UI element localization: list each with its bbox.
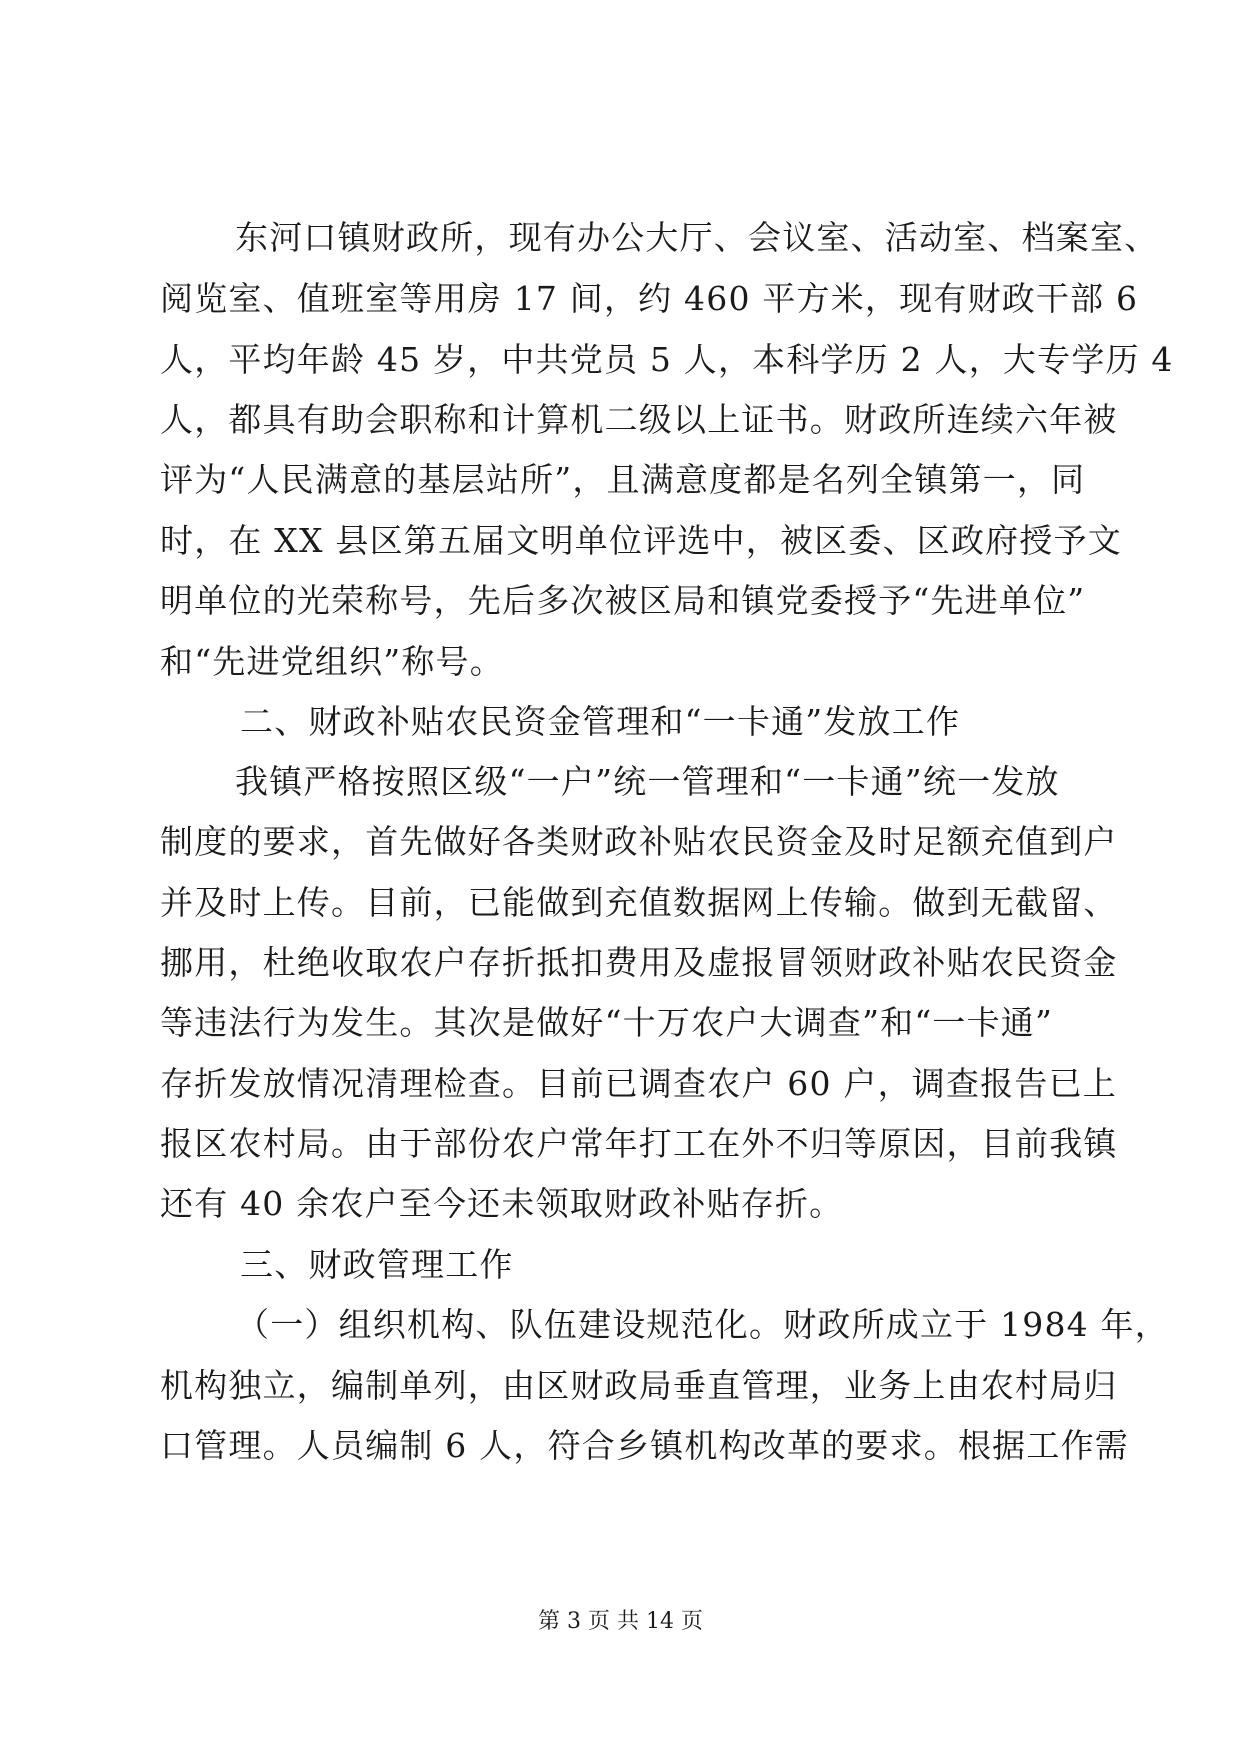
paragraph-line: 报区农村局。由于部份农户常年打工在外不归等原因，目前我镇 [160, 1124, 1118, 1163]
paragraph-line: 机构独立，编制单列，由区财政局垂直管理，业务上由农村局归 [160, 1366, 1118, 1405]
paragraph-line: 明单位的光荣称号，先后多次被区局和镇党委授予“先进单位” [160, 581, 1086, 620]
paragraph-line: （一）组织机构、队伍建设规范化。财政所成立于 1984 年， [236, 1305, 1169, 1344]
paragraph-line: 时，在 XX 县区第五届文明单位评选中，被区委、区政府授予文 [160, 521, 1122, 560]
section-heading: 二、财政补贴农民资金管理和“一卡通”发放工作 [240, 702, 961, 741]
paragraph-line: 还有 40 余农户至今还未领取财政补贴存折。 [160, 1184, 844, 1223]
paragraph-line: 评为“人民满意的基层站所”，且满意度都是名列全镇第一，同 [160, 460, 1086, 499]
paragraph-line: 等违法行为发生。其次是做好“十万农户大调查”和“一卡通” [160, 1003, 1054, 1042]
paragraph-line: 我镇严格按照区级“一户”统一管理和“一卡通”统一发放 [235, 762, 1060, 801]
paragraph-line: 挪用，杜绝收取农户存折抵扣费用及虚报冒领财政补贴农民资金 [160, 943, 1118, 982]
paragraph-line: 并及时上传。目前，已能做到充值数据网上传输。做到无截留、 [160, 883, 1118, 922]
paragraph-line: 和“先进党组织”称号。 [160, 642, 504, 681]
section-heading: 三、财政管理工作 [240, 1245, 514, 1284]
paragraph-line: 口管理。人员编制 6 人，符合乡镇机构改革的要求。根据工作需 [160, 1426, 1129, 1465]
paragraph-line: 制度的要求，首先做好各类财政补贴农民资金及时足额充值到户 [160, 822, 1118, 861]
paragraph-line: 东河口镇财政所，现有办公大厅、会议室、活动室、档案室、 [235, 218, 1159, 257]
paragraph-line: 阅览室、值班室等用房 17 间，约 460 平方米，现有财政干部 6 [160, 279, 1139, 318]
page-number-footer: 第 3 页 共 14 页 [538, 1609, 703, 1634]
paragraph-line: 存折发放情况清理检查。目前已调查农户 60 户，调查报告已上 [160, 1064, 1117, 1103]
paragraph-line: 人，平均年龄 45 岁，中共党员 5 人，本科学历 2 人，大专学历 4 [160, 340, 1174, 379]
paragraph-line: 人，都具有助会职称和计算机二级以上证书。财政所连续六年被 [160, 400, 1118, 439]
